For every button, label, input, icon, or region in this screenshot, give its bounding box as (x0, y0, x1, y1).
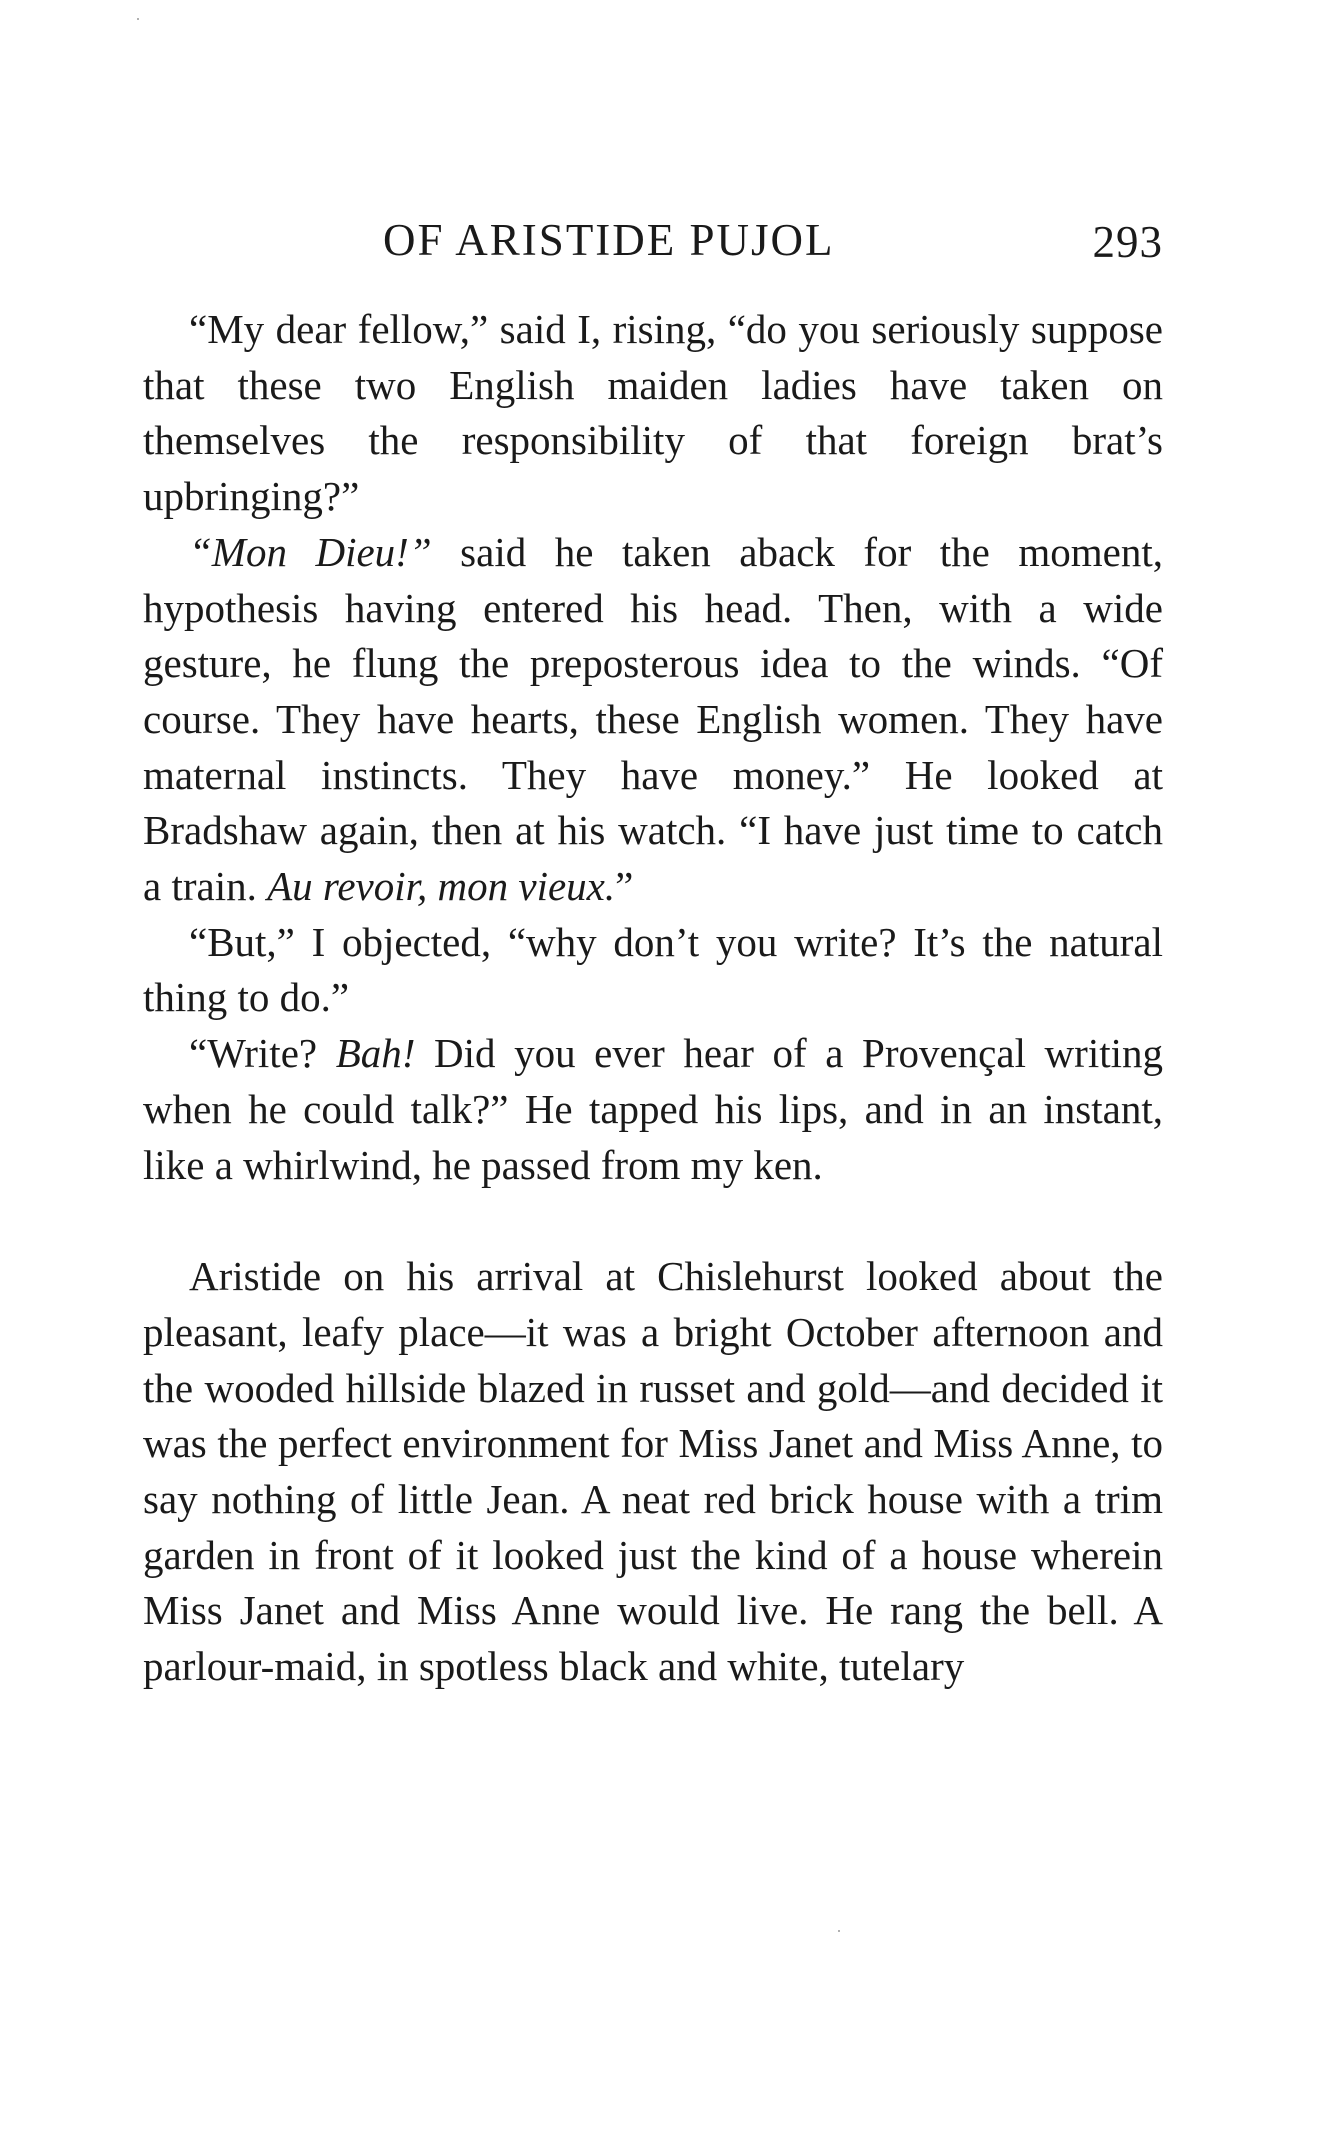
body-text (143, 302, 1163, 1695)
paragraph-2-text-b: ” (615, 863, 634, 910)
paragraph-4-text-a: “Write? (189, 1030, 336, 1077)
paragraph-4 (143, 1026, 1163, 1193)
paragraph-4-italic-bah: Bah! (335, 1030, 416, 1077)
paragraph-1: “My dear fellow,” said I, rising, “do you seriously suppose that these two English maiden ladies have taken on themselves the responsibility of that foreign brat’s upbringing?” (143, 306, 1163, 520)
page-number: 293 (1092, 217, 1163, 267)
paragraph-2-italic-exclamation: “Mon Dieu!” (189, 528, 432, 575)
paragraph-5: Aristide on his arrival at Chislehurst looked about the pleasant, leafy place—it was a bright October afternoon and the wooded hillside blazed in russet and gold—and decided it was the perfect environment for Miss Janet and Miss Anne, to say nothing of little Jean. A neat red brick house with a trim garden in front of it looked just the kind of a house wherein Miss Janet and Miss Anne would live. He rang the bell. A parlour-maid, in spotless black and white, tutelary (143, 1253, 1163, 1690)
section-break (143, 1193, 1163, 1249)
print-speck (137, 18, 139, 20)
running-head (143, 210, 1163, 270)
print-speck (838, 1930, 840, 1932)
paragraph-2-text-a: said he taken aback for the moment, hypothesis having entered his head. Then, with a wide gesture, he flung the preposterous idea to the winds. “Of course. They have hearts, these English women. They have maternal instincts. They have money.” He looked at Bradshaw again, then at his watch. “I have just time to catch a train. (143, 528, 1163, 910)
paragraph-3: “But,” I objected, “why don’t you write? It’s the natural thing to do.” (143, 918, 1163, 1021)
paragraph-2-italic-farewell: Au revoir, mon vieux. (267, 863, 616, 910)
paragraph-2 (143, 525, 1163, 915)
running-title: OF ARISTIDE PUJOL (383, 215, 835, 265)
paragraph-4-text-b: Did you ever hear of a Provençal writing when he could talk?” He tapped his lips, and in an instant, like a whirlwind, he passed from my ken. (143, 1030, 1163, 1188)
